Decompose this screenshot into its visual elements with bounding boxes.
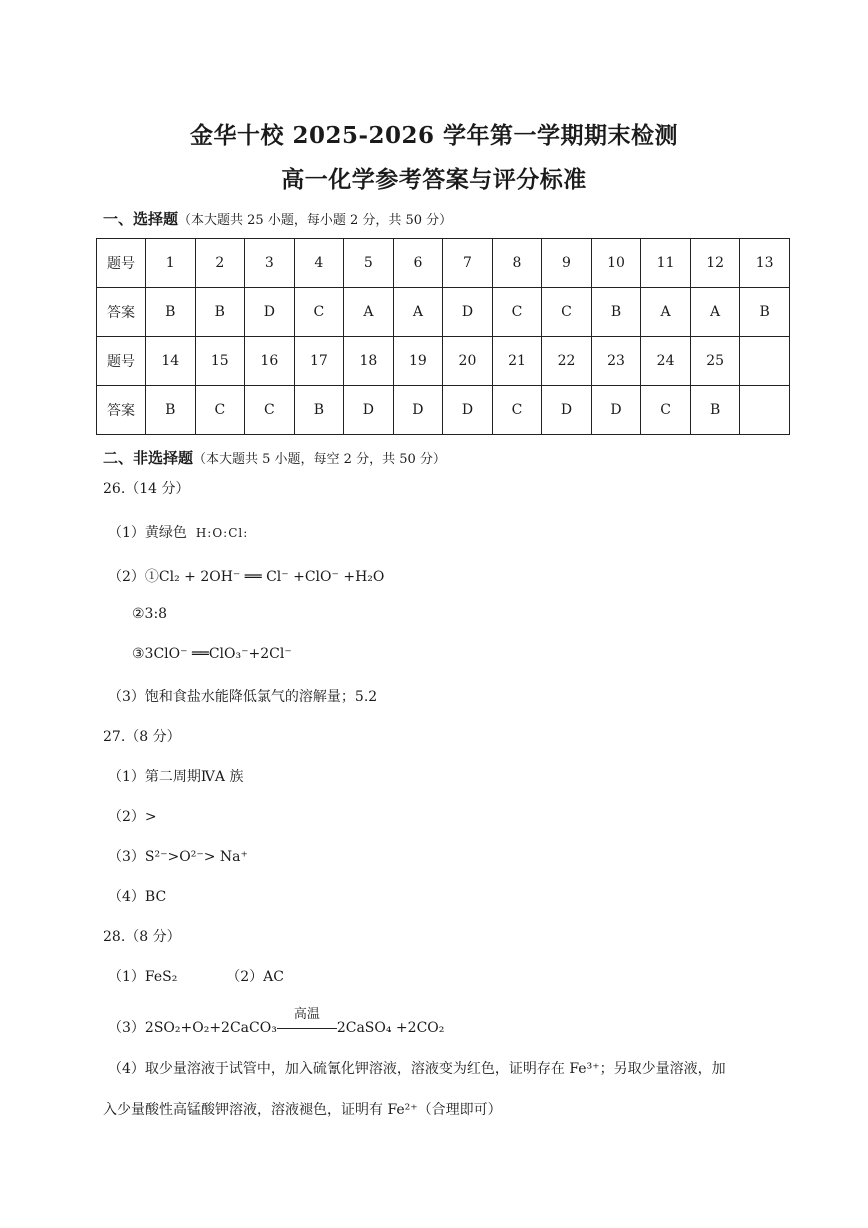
question-number: 14 [146,337,196,386]
q28-heading: 28.（8 分） [103,929,181,945]
q26-heading: 26.（14 分） [103,481,190,497]
answer-cell [740,386,790,435]
question-number: 3 [245,239,295,288]
reaction-arrow [277,1007,337,1036]
table-row [97,337,790,386]
answer-cell: D [591,386,641,435]
q28-part4-line2: 入少量酸性高锰酸钾溶液，溶液褪色，证明有 Fe²⁺（合理即可） [103,1102,502,1118]
q26-part1-text: （1）黄绿色 [108,525,187,541]
answer-cell: B [591,288,641,337]
equation-left: （3）2SO₂+O₂+2CaCO₃ [108,1020,277,1036]
question-number: 18 [344,337,394,386]
question-number: 23 [591,337,641,386]
q26-part2a: （2）①Cl₂ + 2OH⁻ ══ Cl⁻ +ClO⁻ +H₂O [108,569,385,585]
question-number: 6 [393,239,443,288]
question-number: 16 [245,337,295,386]
table-row [97,239,790,288]
q27-part1: （1）第二周期ⅣA 族 [108,769,244,785]
answer-cell: A [393,288,443,337]
question-number: 8 [492,239,542,288]
row-label: 答案 [97,386,146,435]
answer-cell: B [740,288,790,337]
row-label: 题号 [97,239,146,288]
q27-part2: （2）> [108,809,157,825]
question-number: 9 [542,239,592,288]
q26-part2c: ③3ClO⁻ ══ClO₃⁻+2Cl⁻ [132,646,292,662]
answer-cell: C [641,386,691,435]
q26-part3: （3）饱和食盐水能降低氯气的溶解量；5.2 [108,689,378,705]
question-number: 25 [690,337,740,386]
electron-formula: H:O:Cl: [195,526,249,540]
question-number: 11 [641,239,691,288]
question-number: 15 [195,337,245,386]
answer-cell: D [245,288,295,337]
table-row [97,386,790,435]
q28-part4-line1: （4）取少量溶液于试管中，加入硫氰化钾溶液，溶液变为红色，证明存在 Fe³⁺；另取少量溶液，加 [108,1061,726,1077]
page-subtitle: 高一化学参考答案与评分标准 [281,166,587,193]
answer-cell: B [294,386,344,435]
answer-cell: A [641,288,691,337]
q27-part4: （4）BC [108,889,167,905]
answer-cell: C [542,288,592,337]
answer-cell: A [690,288,740,337]
section-1-note: （本大题共 25 小题，每小题 2 分，共 50 分） [178,213,453,228]
question-number: 22 [542,337,592,386]
page-title: 金华十校 2025-2026 学年第一学期期末检测 [189,122,679,149]
answer-cell: D [443,288,493,337]
row-label: 答案 [97,288,146,337]
question-number: 17 [294,337,344,386]
answer-cell: C [294,288,344,337]
question-number: 4 [294,239,344,288]
question-number: 20 [443,337,493,386]
question-number: 10 [591,239,641,288]
q26-part1 [108,522,248,542]
q27-heading: 27.（8 分） [103,729,181,745]
answer-cell: B [690,386,740,435]
q27-part3: （3）S²⁻>O²⁻> Na⁺ [108,849,248,865]
question-number [740,337,790,386]
equation-right: 2CaSO₄ +2CO₂ [336,1020,445,1036]
section-1-title: 一、选择题 [103,210,179,228]
answer-cell: B [146,386,196,435]
question-number: 1 [146,239,196,288]
section-2-title: 二、非选择题 [103,449,194,467]
answer-cell: D [393,386,443,435]
answer-cell: D [542,386,592,435]
answer-table [96,238,790,435]
question-number: 24 [641,337,691,386]
table-row [97,288,790,337]
q26-part2b: ②3:8 [132,606,168,622]
answer-cell: C [492,386,542,435]
reaction-condition: 高温 [293,1007,320,1022]
section-1-heading [103,208,452,229]
section-2-note: （本大题共 5 小题，每空 2 分，共 50 分） [193,452,446,467]
answer-cell: D [443,386,493,435]
answer-cell: A [344,288,394,337]
question-number: 5 [344,239,394,288]
answer-cell: D [344,386,394,435]
question-number: 19 [393,337,443,386]
question-number: 13 [740,239,790,288]
question-number: 7 [443,239,493,288]
question-number: 2 [195,239,245,288]
answer-cell: C [492,288,542,337]
q28-part3 [108,1007,445,1037]
answer-cell: C [245,386,295,435]
answer-cell: C [195,386,245,435]
answer-cell: B [146,288,196,337]
question-number: 12 [690,239,740,288]
section-2-heading [103,447,446,468]
answer-cell: B [195,288,245,337]
question-number: 21 [492,337,542,386]
q28-part2: （2）AC [226,969,284,985]
q28-part1-2 [108,966,284,986]
row-label: 题号 [97,337,146,386]
q28-part1: （1）FeS₂ [108,969,178,985]
